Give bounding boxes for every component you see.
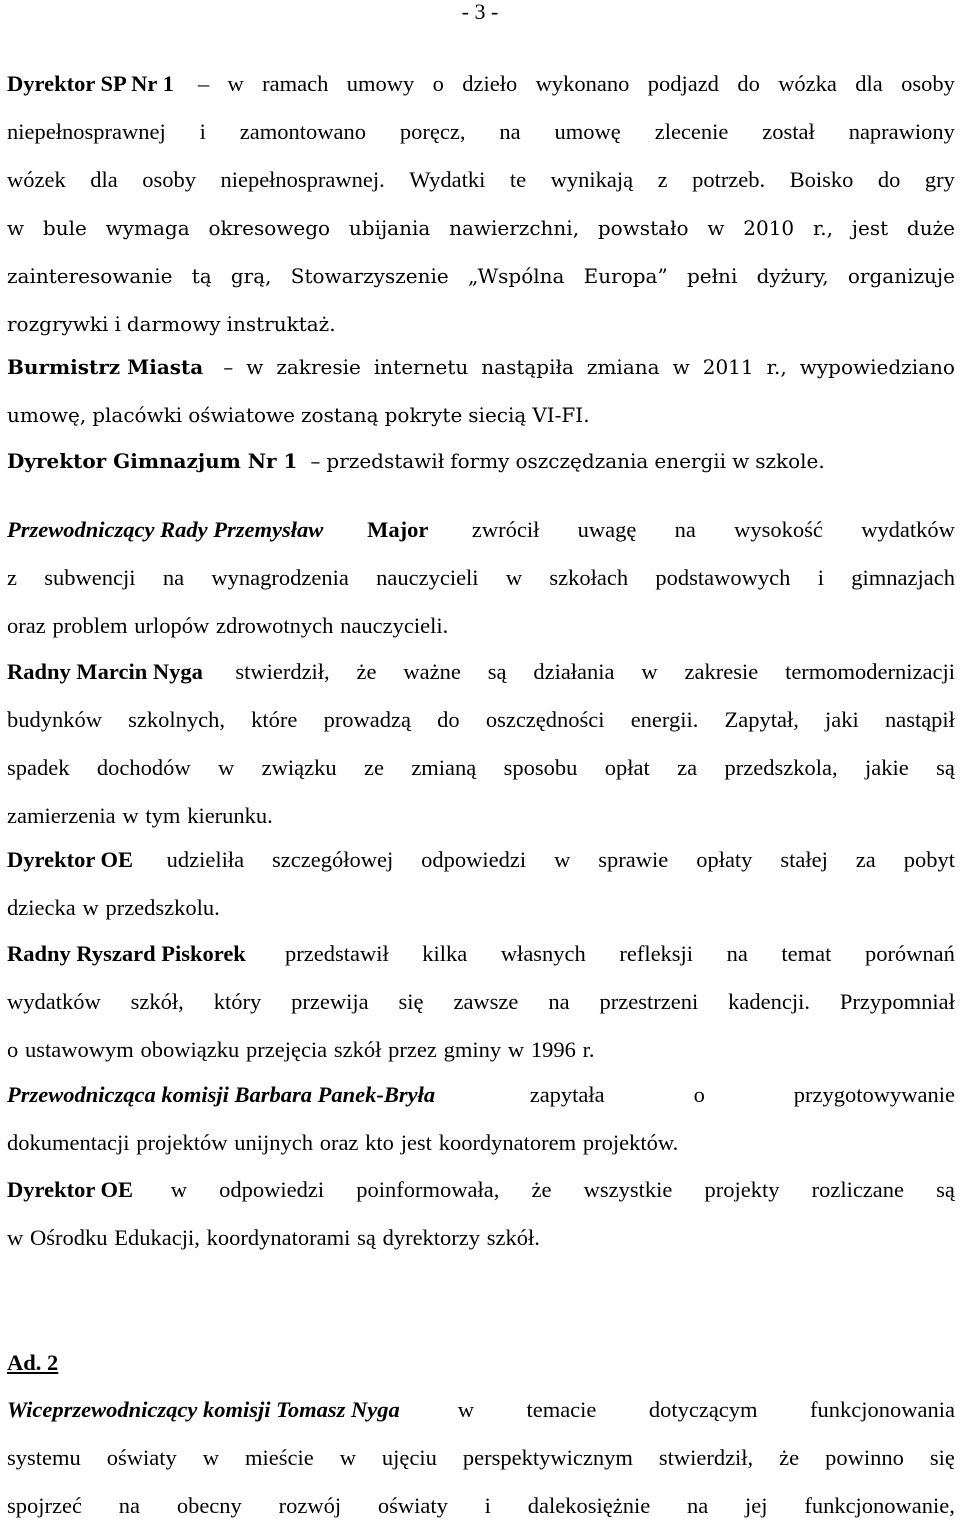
text-word: gry	[924, 167, 955, 192]
text-word: zakresie	[276, 355, 361, 379]
text-line	[7, 1026, 955, 1074]
text-word: wózek	[7, 167, 66, 192]
text-word: zakresie	[684, 659, 759, 684]
speaker-surname: Major	[367, 517, 434, 542]
text-word: się	[929, 1445, 955, 1470]
text-word: oświaty	[106, 1445, 177, 1470]
text-word: w	[672, 355, 690, 379]
text-line	[7, 602, 955, 650]
text-line	[7, 1434, 955, 1482]
text-word: rozgrywki	[7, 312, 109, 336]
text-word: tą	[191, 264, 212, 288]
text-word: w	[641, 659, 658, 684]
text-word: odpowiedzi	[219, 1177, 325, 1202]
paragraph-dyrektor-oe-2	[7, 1166, 955, 1262]
speaker-name: Wiceprzewodniczący komisji Tomasz Nyga	[7, 1397, 406, 1422]
text-word: prowadzą	[323, 707, 412, 732]
text-word: został	[762, 119, 815, 144]
text-word: szkole.	[755, 449, 825, 473]
text-word: przejęcia	[245, 1037, 328, 1062]
text-word: organizuje	[847, 264, 955, 288]
text-word: dotyczącym	[648, 1397, 758, 1422]
text-word: na	[686, 1493, 709, 1518]
text-word: zdrowotnych	[215, 613, 334, 638]
text-line	[7, 391, 955, 439]
text-word: w	[339, 1445, 356, 1470]
text-word: potrzeb.	[692, 167, 766, 192]
text-word: jakie	[864, 755, 909, 780]
text-word: umowę	[554, 119, 621, 144]
text-word: w	[202, 1445, 219, 1470]
speaker-name: Radny Marcin Nyga	[7, 659, 209, 684]
text-line	[7, 1482, 955, 1530]
text-word: zostaną	[300, 403, 379, 427]
text-line	[7, 554, 955, 602]
text-word: Zapytał,	[724, 707, 799, 732]
text-word: refleksji	[619, 941, 694, 966]
text-word: internetu	[373, 355, 469, 379]
text-word: pobyt	[903, 847, 955, 872]
text-word: poinformowała,	[356, 1177, 500, 1202]
text-word: zlecenie	[654, 119, 729, 144]
text-word: szkół,	[130, 989, 184, 1014]
text-word: szczegółowej	[272, 847, 394, 872]
text-word: niepełnosprawnej.	[220, 167, 385, 192]
text-word: szkół.	[486, 1225, 540, 1250]
text-word: dla	[90, 167, 118, 192]
text-word: wymaga	[105, 216, 190, 240]
text-word: które	[251, 707, 298, 732]
text-word: w	[217, 755, 235, 780]
text-word: są	[357, 1225, 376, 1250]
speaker-name: Burmistrz Miasta	[7, 355, 211, 379]
text-word: wózka	[778, 71, 837, 96]
text-line	[7, 108, 955, 156]
text-word: dziecka	[7, 895, 76, 920]
text-word: opłaty	[696, 847, 753, 872]
text-line	[7, 792, 955, 840]
text-word: wynikają	[550, 167, 634, 192]
text-word: dokumentacji	[7, 1130, 130, 1155]
text-word: rozwój	[278, 1493, 342, 1518]
text-word: na	[118, 1493, 141, 1518]
paragraph-wiceprzewodniczacy	[7, 1386, 955, 1530]
text-word: za	[855, 847, 876, 872]
text-word: o	[7, 1037, 19, 1062]
text-line	[7, 343, 955, 391]
text-word: projektów	[136, 1130, 228, 1155]
text-word: oświatowe	[188, 403, 295, 427]
text-word: nauczycieli	[376, 565, 479, 590]
text-word: temat	[781, 941, 832, 966]
text-word: zamierzenia	[7, 803, 116, 828]
text-line	[7, 252, 955, 300]
text-line	[7, 1339, 955, 1387]
paragraph-dyrektor-gimnazjum	[7, 437, 955, 485]
text-word: i	[199, 119, 206, 144]
text-word: ujęciu	[381, 1445, 437, 1470]
text-word: kadencji.	[728, 989, 810, 1014]
text-word: że	[356, 659, 377, 684]
text-word: przedstawił	[326, 449, 445, 473]
text-word: stałej	[780, 847, 828, 872]
text-word: mieście	[244, 1445, 314, 1470]
text-line	[7, 648, 955, 696]
text-word: stwierdził,	[658, 1445, 754, 1470]
text-line	[7, 204, 955, 252]
text-word: wysokość	[734, 517, 823, 542]
text-line	[7, 744, 955, 792]
text-word: energii.	[630, 707, 699, 732]
paragraph-dyrektor-sp	[7, 60, 955, 348]
text-line	[7, 1166, 955, 1214]
speaker-name: Radny Ryszard Piskorek	[7, 941, 252, 966]
text-word: szkołach	[549, 565, 629, 590]
text-word: podjazd	[647, 71, 719, 96]
text-word: ważne	[403, 659, 461, 684]
text-word: temacie	[526, 1397, 597, 1422]
text-word: że	[531, 1177, 552, 1202]
text-word: stwierdził,	[235, 659, 330, 684]
text-word: oszczędzania	[515, 449, 649, 473]
text-word: subwencji	[44, 565, 136, 590]
text-word: wypowiedziano	[799, 355, 955, 379]
text-word: obecny	[176, 1493, 242, 1518]
text-word: gimnazjach	[851, 565, 955, 590]
text-word: dyżury,	[756, 264, 829, 288]
text-word: ubijania	[348, 216, 431, 240]
text-word: na	[548, 989, 570, 1014]
paragraph-radny-piskorek	[7, 930, 955, 1074]
text-word: w	[7, 216, 25, 240]
text-word: –	[310, 449, 321, 473]
text-word: placówki	[92, 403, 183, 427]
text-word: w	[170, 1177, 188, 1202]
text-word: urlopów	[134, 613, 210, 638]
text-word: że	[779, 1445, 800, 1470]
text-line	[7, 1214, 955, 1262]
text-word: jej	[745, 1493, 768, 1518]
text-word: –	[197, 71, 210, 96]
text-word: nastąpił	[884, 707, 955, 732]
text-word: r.,	[812, 216, 834, 240]
text-word: problem	[52, 613, 128, 638]
text-word: obowiązku	[140, 1037, 240, 1062]
text-word: przedszkolu.	[105, 895, 220, 920]
text-word: Wydatki	[409, 167, 486, 192]
text-word: termomodernizacji	[785, 659, 955, 684]
text-word: darmowy	[126, 312, 221, 336]
text-line	[7, 884, 955, 932]
text-word: jaki	[825, 707, 859, 732]
text-line	[7, 300, 955, 348]
text-line	[7, 1119, 955, 1167]
text-word: dalekosiężnie	[527, 1493, 651, 1518]
speaker-name: Przewodnicząca komisji Barbara Panek-Bryła	[7, 1082, 441, 1107]
text-word: za	[677, 755, 698, 780]
text-word: w	[122, 803, 139, 828]
text-line	[7, 836, 955, 884]
text-word: przedszkola,	[724, 755, 838, 780]
text-word: są	[487, 659, 507, 684]
text-word: grą,	[230, 264, 272, 288]
speaker-name: Dyrektor OE	[7, 1177, 139, 1202]
text-word: są	[936, 755, 955, 780]
section-heading	[7, 1339, 955, 1387]
text-word: pokryte	[384, 403, 463, 427]
text-word: własnych	[500, 941, 586, 966]
text-word: unijnych	[234, 1130, 313, 1155]
text-word: zmianą	[411, 755, 477, 780]
text-word: spojrzeć	[7, 1493, 82, 1518]
text-word: i	[817, 565, 824, 590]
text-word: formy	[450, 449, 510, 473]
text-word: na	[162, 565, 185, 590]
text-line	[7, 1386, 955, 1434]
text-word: w	[554, 847, 571, 872]
text-word: porównań	[864, 941, 955, 966]
text-word: do	[437, 707, 460, 732]
page-number: - 3 -	[461, 0, 499, 24]
speaker-name: Przewodniczący Rady Przemysław	[7, 517, 329, 542]
text-word: r.,	[766, 355, 787, 379]
text-word: osoby	[901, 71, 955, 96]
text-word: okresowego	[208, 216, 331, 240]
text-word: umowy	[346, 71, 415, 96]
text-line	[7, 506, 955, 554]
text-word: sposobu	[503, 755, 578, 780]
text-word: w	[227, 71, 244, 96]
text-word: dyrektorzy	[382, 1225, 481, 1250]
text-word: ze	[363, 755, 384, 780]
text-word: kilka	[422, 941, 468, 966]
text-word: funkcjonowania	[809, 1397, 955, 1422]
text-word: kierunku.	[187, 803, 273, 828]
text-line	[7, 1071, 955, 1119]
text-word: który	[213, 989, 262, 1014]
text-word: o	[693, 1082, 705, 1107]
text-word: gminy	[443, 1037, 502, 1062]
text-word: dzieło	[462, 71, 518, 96]
text-word: projektów.	[582, 1130, 679, 1155]
text-word: związku	[261, 755, 337, 780]
text-word: są	[936, 1177, 955, 1202]
paragraph-przewodniczaca-komisji	[7, 1071, 955, 1167]
text-line	[7, 978, 955, 1026]
text-word: energii	[654, 449, 727, 473]
text-word: koordynatorem	[438, 1130, 577, 1155]
text-word: wynagrodzenia	[211, 565, 349, 590]
speaker-name: Dyrektor SP Nr 1	[7, 71, 180, 96]
text-word: ustawowym	[25, 1037, 134, 1062]
text-word: VI-FI.	[532, 403, 590, 427]
text-word: opłat	[604, 755, 650, 780]
text-word: i	[114, 312, 121, 336]
text-word: oświaty	[377, 1493, 448, 1518]
text-word: bule	[42, 216, 87, 240]
text-word: budynków	[7, 707, 102, 732]
text-word: i	[484, 1493, 491, 1518]
text-word: na	[726, 941, 748, 966]
text-word: oraz	[7, 613, 46, 638]
text-word: szkolnych,	[128, 707, 226, 732]
text-word: do	[877, 167, 901, 192]
text-word: wykonano	[535, 71, 630, 96]
text-word: z	[7, 565, 17, 590]
text-word: zwrócił	[471, 517, 540, 542]
text-word: Stowarzyszenie	[290, 264, 449, 288]
text-word: zapytała	[529, 1082, 605, 1107]
paragraph-burmistrz	[7, 343, 955, 439]
text-word: działania	[533, 659, 615, 684]
text-word: Europa”	[583, 264, 668, 288]
text-word: zainteresowanie	[7, 264, 173, 288]
text-word: jest	[400, 1130, 432, 1155]
text-word: –	[223, 355, 234, 379]
text-word: projekty	[704, 1177, 780, 1202]
text-word: przewija	[291, 989, 369, 1014]
paragraph-dyrektor-oe-1	[7, 836, 955, 932]
text-word: się	[398, 989, 424, 1014]
text-line	[7, 156, 955, 204]
text-word: powstało	[597, 216, 689, 240]
text-word: do	[737, 71, 760, 96]
text-word: na	[499, 119, 521, 144]
text-word: wydatków	[7, 989, 101, 1014]
text-word: zawsze	[453, 989, 519, 1014]
text-word: przestrzeni	[599, 989, 699, 1014]
text-word: oraz	[319, 1130, 359, 1155]
text-word: dochodów	[96, 755, 191, 780]
text-word: Edukacji,	[114, 1225, 200, 1250]
text-word: poręcz,	[399, 119, 466, 144]
text-word: z	[657, 167, 668, 192]
text-word: niepełnosprawnej	[7, 119, 166, 144]
text-word: o	[432, 71, 444, 96]
text-word: duże	[906, 216, 955, 240]
text-word: jest	[851, 216, 889, 240]
text-word: Przypomniał	[839, 989, 955, 1014]
text-word: Ośrodku	[30, 1225, 108, 1250]
text-line	[7, 696, 955, 744]
text-word: pełni	[686, 264, 738, 288]
text-word: spadek	[7, 755, 70, 780]
text-word: zmiana	[586, 355, 660, 379]
text-word: nauczycieli.	[340, 613, 449, 638]
text-word: na	[674, 517, 696, 542]
text-word: te	[509, 167, 527, 192]
text-word: kto	[365, 1130, 394, 1155]
text-word: w	[507, 1037, 525, 1062]
text-line	[7, 437, 955, 485]
text-word: rozliczane	[811, 1177, 905, 1202]
text-word: podstawowych	[655, 565, 791, 590]
text-word: 2011	[702, 355, 754, 379]
text-word: przygotowywanie	[793, 1082, 955, 1107]
text-word: „Wspólna	[467, 264, 565, 288]
text-word: instruktaż.	[226, 312, 336, 336]
text-word: w	[732, 449, 750, 473]
text-word: w	[707, 216, 725, 240]
text-word: 1996	[530, 1037, 576, 1062]
text-word: siecią	[468, 403, 527, 427]
text-word: w	[505, 565, 523, 590]
text-word: r.	[582, 1037, 595, 1062]
paragraph-przewodniczacy-rady	[7, 506, 955, 650]
text-line	[7, 930, 955, 978]
text-word: oszczędności	[485, 707, 605, 732]
text-word: funkcjonowanie,	[804, 1493, 955, 1518]
text-word: odpowiedzi	[421, 847, 527, 872]
text-word: koordynatorami	[206, 1225, 351, 1250]
text-word: tym	[145, 803, 181, 828]
text-word: w	[457, 1397, 475, 1422]
text-word: Boisko	[789, 167, 854, 192]
speaker-name: Dyrektor OE	[7, 847, 139, 872]
agenda-item-heading: Ad. 2	[7, 1350, 59, 1375]
text-word: udzieliła	[166, 847, 245, 872]
text-word: w	[7, 1225, 24, 1250]
text-word: w	[246, 355, 264, 379]
text-word: nawierzchni,	[449, 216, 580, 240]
text-word: wszystkie	[583, 1177, 673, 1202]
text-word: systemu	[7, 1445, 81, 1470]
paragraph-radny-nyga	[7, 648, 955, 840]
text-word: powinno	[825, 1445, 904, 1470]
text-word: uwagę	[577, 517, 637, 542]
text-word: osoby	[142, 167, 196, 192]
text-line	[7, 60, 955, 108]
text-word: nastąpiła	[481, 355, 574, 379]
text-word: naprawiony	[848, 119, 955, 144]
speaker-name: Dyrektor Gimnazjum Nr 1	[7, 449, 305, 473]
text-word: szkół	[333, 1037, 382, 1062]
text-word: perspektywicznym	[462, 1445, 633, 1470]
text-word: sprawie	[598, 847, 669, 872]
text-word: w	[82, 895, 99, 920]
text-word: ramach	[262, 71, 329, 96]
text-word: wydatków	[861, 517, 955, 542]
text-word: dla	[855, 71, 883, 96]
text-word: zamontowano	[239, 119, 366, 144]
text-word: przedstawił	[285, 941, 389, 966]
text-word: umowę,	[7, 403, 87, 427]
text-word: 2010	[743, 216, 795, 240]
text-word: przez	[388, 1037, 437, 1062]
